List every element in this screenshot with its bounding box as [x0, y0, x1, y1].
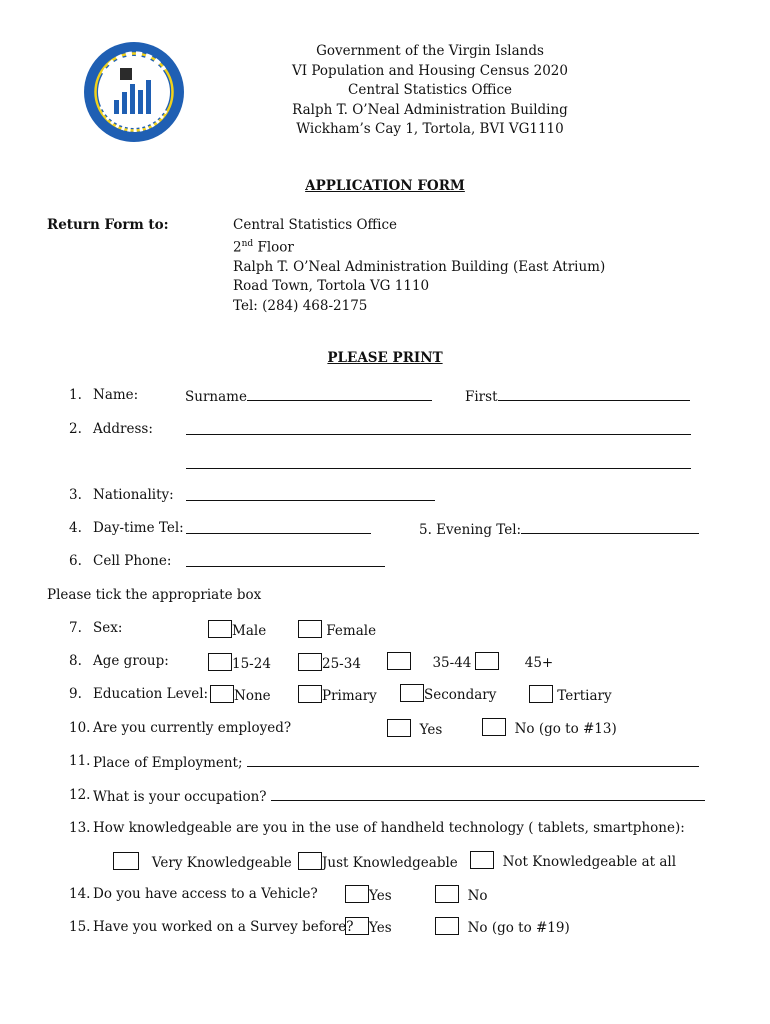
checkbox[interactable] — [345, 917, 369, 935]
nationality-line[interactable] — [186, 499, 435, 501]
option-survey-no[interactable] — [435, 917, 570, 936]
option-employed-yes[interactable] — [387, 719, 442, 738]
q10-number: 10. — [69, 720, 91, 736]
option-label: No (go to #19) — [467, 920, 570, 936]
option-label: Just Knowledgeable — [322, 855, 458, 871]
central-statistics-office-logo — [82, 40, 186, 144]
option-label: Yes — [369, 920, 392, 936]
q5-label: 5. Evening Tel: — [419, 522, 522, 538]
option-15-24[interactable] — [208, 653, 271, 672]
q13-label: How knowledgeable are you in the use of handheld technology ( tablets, smartphone): — [93, 820, 685, 836]
option-not-knowledgeable[interactable] — [470, 851, 676, 870]
option-label: Yes — [419, 722, 443, 738]
evening-tel-field[interactable] — [419, 520, 699, 538]
checkbox[interactable] — [298, 852, 322, 870]
checkbox[interactable] — [113, 852, 139, 870]
option-label: 15-24 — [232, 656, 271, 672]
option-male[interactable] — [208, 620, 266, 639]
option-employed-no[interactable] — [482, 718, 617, 737]
daytime-tel-line[interactable] — [186, 532, 371, 534]
cell-phone-line[interactable] — [186, 565, 385, 567]
q4-number: 4. — [69, 520, 82, 536]
checkbox[interactable] — [210, 685, 234, 703]
return-phone: Tel: (284) 468-2175 — [233, 297, 368, 314]
q12-number: 12. — [69, 787, 91, 803]
checkbox[interactable] — [345, 885, 369, 903]
return-line: Road Town, Tortola VG 1110 — [233, 278, 430, 295]
q14-number: 14. — [69, 886, 91, 902]
checkbox[interactable] — [400, 684, 424, 702]
tick-instruction: Please tick the appropriate box — [47, 587, 262, 603]
q9-number: 9. — [69, 686, 82, 702]
option-secondary[interactable] — [400, 684, 496, 703]
q2-label: Address: — [93, 421, 153, 437]
q6-label: Cell Phone: — [93, 553, 172, 569]
header-line: Government of the Virgin Islands — [316, 43, 544, 59]
checkbox[interactable] — [387, 652, 411, 670]
option-survey-yes[interactable] — [345, 917, 392, 936]
header-line: Wickham’s Cay 1, Tortola, BVI VG1110 — [296, 121, 564, 137]
first-label: First — [465, 389, 498, 405]
q11-field[interactable] — [93, 753, 699, 771]
floor-superscript: nd — [241, 239, 254, 250]
option-45-plus[interactable] — [475, 652, 553, 671]
checkbox[interactable] — [387, 719, 411, 737]
header-line: VI Population and Housing Census 2020 — [292, 62, 568, 79]
checkbox[interactable] — [208, 653, 232, 671]
option-label: Not Knowledgeable at all — [502, 854, 677, 870]
option-primary[interactable] — [298, 685, 377, 704]
q11-label: Place of Employment; — [93, 755, 243, 771]
header-line: Central Statistics Office — [348, 82, 512, 98]
checkbox[interactable] — [298, 620, 322, 638]
q2-number: 2. — [69, 421, 82, 437]
option-25-34[interactable] — [298, 653, 361, 672]
place-of-employment-line[interactable] — [247, 753, 699, 767]
option-label: Yes — [369, 888, 392, 904]
first-name-field[interactable] — [465, 387, 690, 405]
surname-label: Surname — [185, 389, 247, 405]
form-title: APPLICATION FORM — [305, 178, 465, 194]
address-line-1[interactable] — [186, 433, 691, 435]
option-label: Female — [326, 623, 377, 639]
q15-number: 15. — [69, 919, 91, 935]
first-name-line[interactable] — [498, 387, 690, 401]
checkbox[interactable] — [475, 652, 499, 670]
q3-number: 3. — [69, 487, 82, 503]
address-line-2[interactable] — [186, 467, 691, 469]
checkbox[interactable] — [435, 885, 459, 903]
q4-label: Day-time Tel: — [93, 520, 184, 536]
checkbox[interactable] — [208, 620, 232, 638]
option-just-knowledgeable[interactable] — [298, 852, 458, 871]
q8-label: Age group: — [93, 653, 169, 669]
option-vehicle-no[interactable] — [435, 885, 488, 904]
option-35-44[interactable] — [387, 652, 471, 671]
option-label: None — [234, 688, 271, 704]
q14-label: Do you have access to a Vehicle? — [93, 886, 318, 902]
checkbox[interactable] — [435, 917, 459, 935]
q3-label: Nationality: — [93, 487, 174, 503]
option-tertiary[interactable] — [529, 685, 612, 704]
option-female[interactable] — [298, 620, 376, 639]
q12-field[interactable] — [93, 787, 705, 805]
option-label: No — [467, 888, 488, 904]
return-label: Return Form to: — [47, 217, 169, 233]
option-label: Secondary — [424, 687, 497, 703]
floor-word: Floor — [253, 239, 294, 256]
occupation-line[interactable] — [271, 787, 705, 801]
q1-label: Name: — [93, 387, 139, 403]
option-vehicle-yes[interactable] — [345, 885, 392, 904]
option-label: Tertiary — [557, 688, 612, 704]
evening-tel-line[interactable] — [521, 520, 699, 534]
q12-label: What is your occupation? — [93, 789, 267, 805]
option-none[interactable] — [210, 685, 271, 704]
checkbox[interactable] — [298, 685, 322, 703]
option-label: Male — [232, 623, 267, 639]
checkbox[interactable] — [298, 653, 322, 671]
option-label: Primary — [322, 688, 377, 704]
option-label: Very Knowledgeable — [151, 855, 292, 871]
option-very-knowledgeable[interactable] — [113, 852, 292, 871]
floor-number: 2 — [233, 239, 242, 256]
q1-number: 1. — [69, 387, 82, 403]
return-line: Ralph T. O’Neal Administration Building (East Atrium) — [233, 259, 606, 276]
please-print-heading: PLEASE PRINT — [327, 350, 443, 366]
header-line: Ralph T. O’Neal Administration Building — [292, 101, 568, 118]
q6-number: 6. — [69, 553, 82, 569]
option-label: 25-34 — [322, 656, 361, 672]
checkbox[interactable] — [470, 851, 494, 869]
q7-number: 7. — [69, 620, 82, 636]
surname-field[interactable] — [185, 387, 432, 405]
q7-label: Sex: — [93, 620, 123, 636]
q8-number: 8. — [69, 653, 82, 669]
checkbox[interactable] — [482, 718, 506, 736]
option-label: 35-44 — [432, 655, 472, 671]
surname-line[interactable] — [247, 387, 432, 401]
option-label: 45+ — [524, 655, 554, 671]
return-floor-line — [233, 235, 605, 258]
document-header — [235, 42, 625, 140]
q11-number: 11. — [69, 753, 91, 769]
return-line: Central Statistics Office — [233, 217, 397, 233]
q15-label: Have you worked on a Survey before? — [93, 919, 354, 935]
q10-label: Are you currently employed? — [93, 720, 292, 736]
q9-label: Education Level: — [93, 686, 209, 702]
option-label: No (go to #13) — [514, 721, 617, 737]
checkbox[interactable] — [529, 685, 553, 703]
return-address — [233, 216, 605, 316]
q13-number: 13. — [69, 820, 91, 836]
